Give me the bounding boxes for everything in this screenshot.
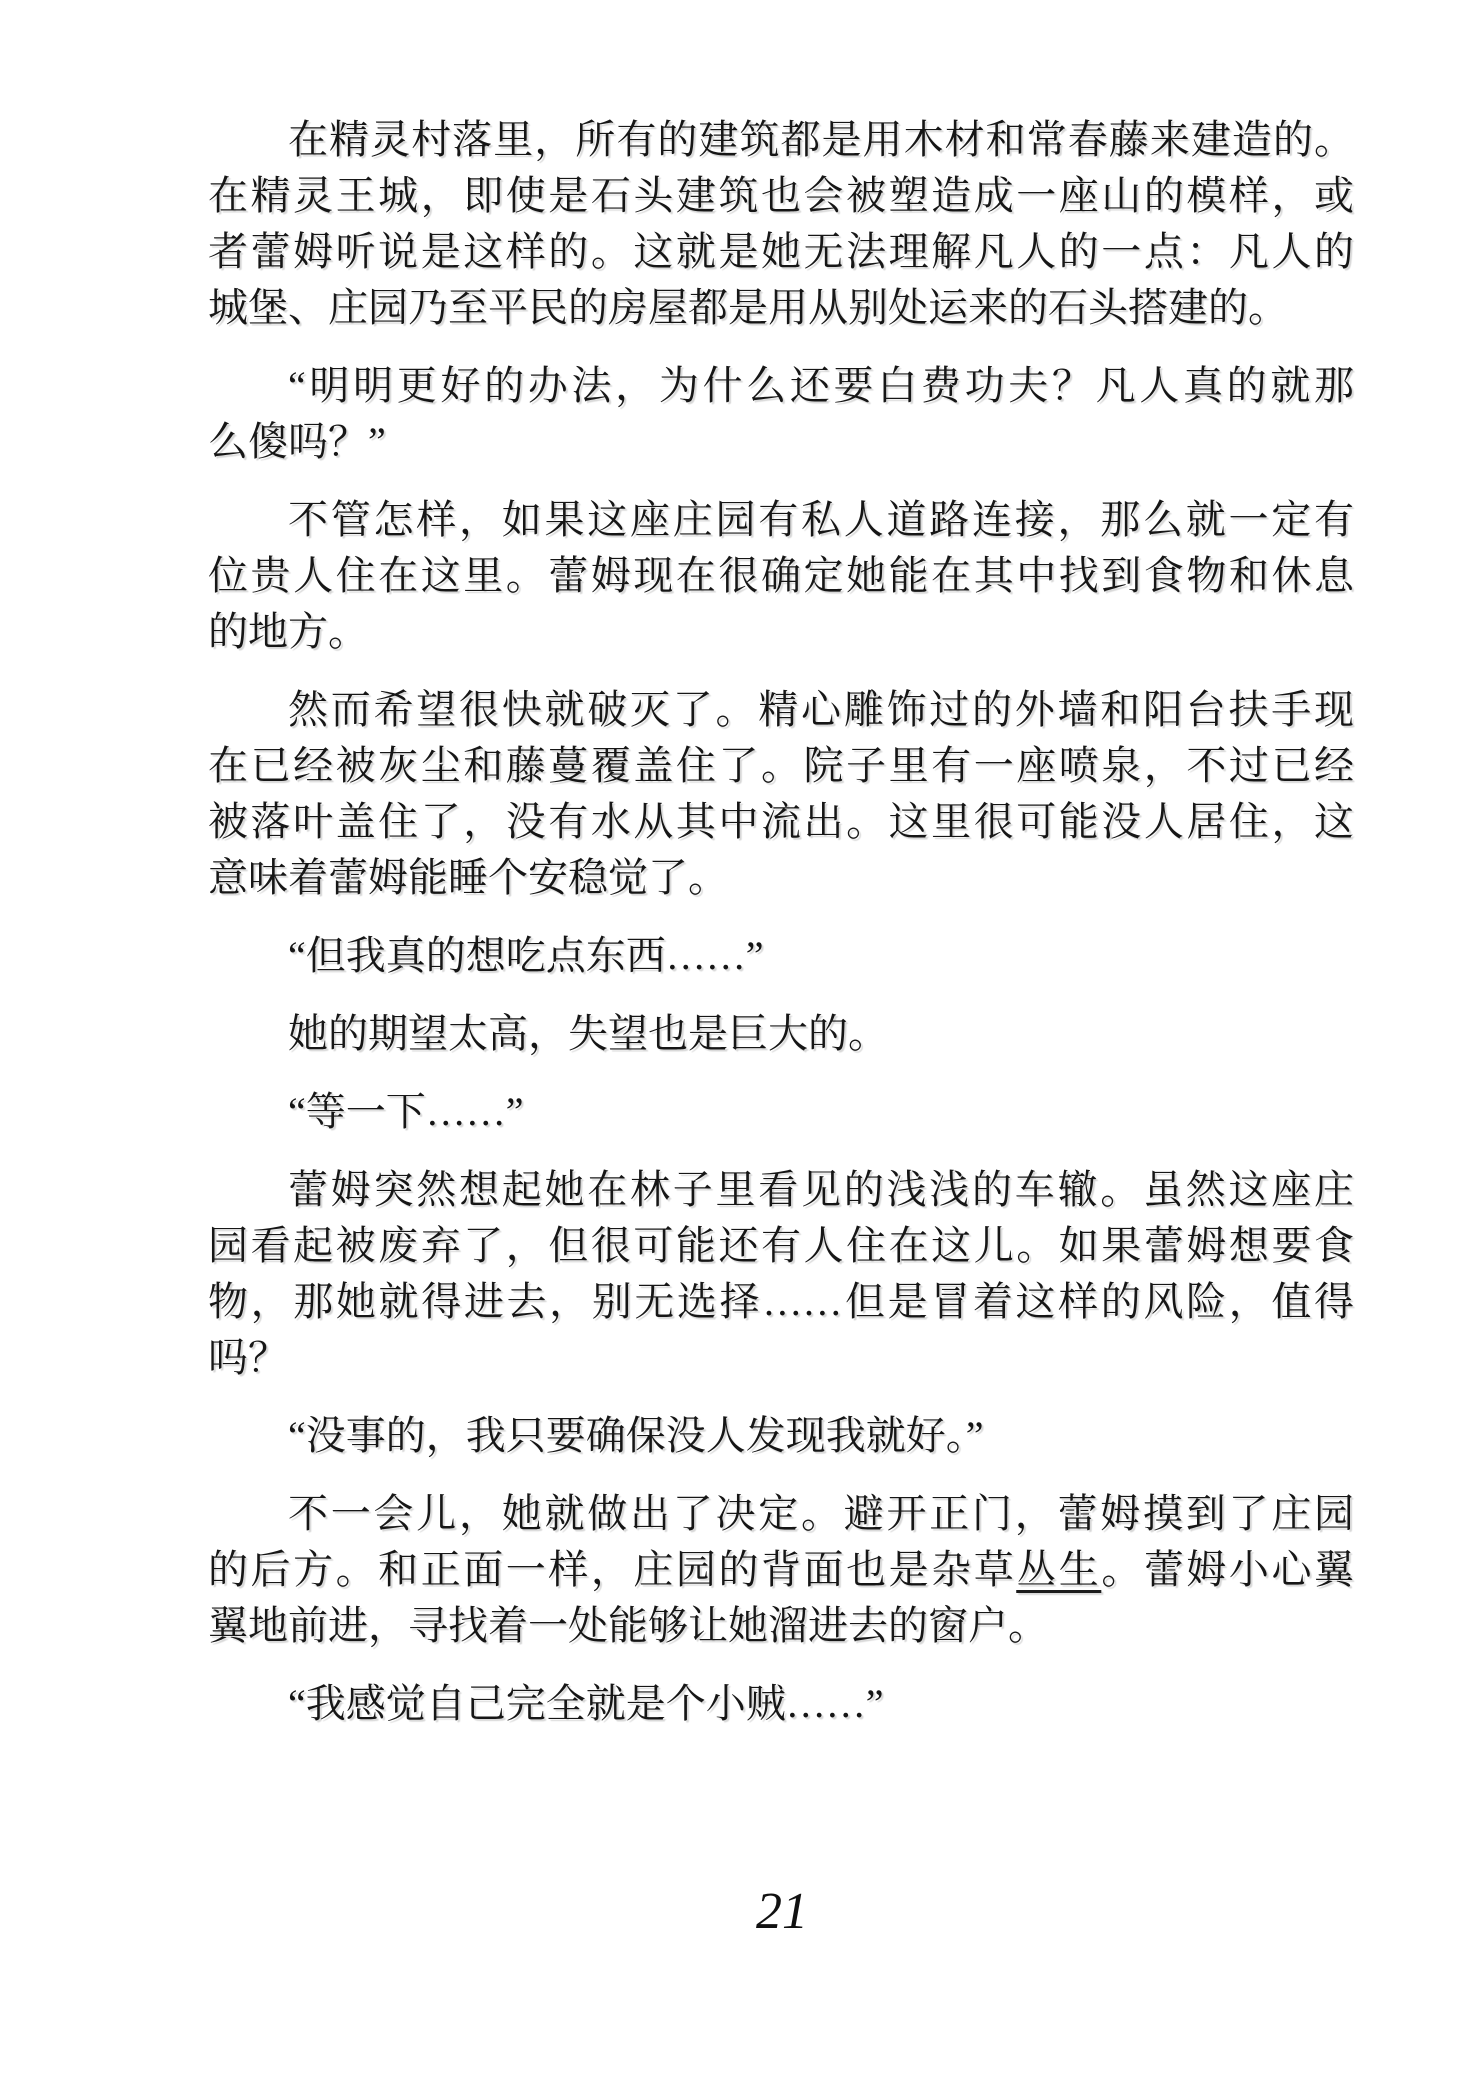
text-line: 被落叶盖住了，没有水从其中流出。这里很可能没人居住，这 — [208, 799, 1354, 844]
text-line: 城堡、庄园乃至平民的房屋都是用从别处运来的石头搭建的。 — [208, 285, 1288, 330]
text-line: 在精灵村落里，所有的建筑都是用木材和常春藤来建造的。 — [288, 117, 1354, 162]
text-line: 蕾姆突然想起她在林子里看见的浅浅的车辙。虽然这座庄 — [288, 1167, 1354, 1212]
dialogue-paragraph — [208, 928, 1354, 984]
text-line: 园看起被废弃了，但很可能还有人住在这儿。如果蕾姆想要食 — [208, 1223, 1354, 1268]
text-line: “等一下……” — [288, 1089, 524, 1134]
text-line: “明明更好的办法，为什么还要白费功夫？凡人真的就那 — [288, 363, 1354, 408]
narration-paragraph — [208, 112, 1354, 336]
narration-paragraph — [208, 1162, 1354, 1386]
narration-paragraph — [208, 492, 1354, 660]
dialogue-paragraph — [208, 1408, 1354, 1464]
text-line: 的后方。和正面一样，庄园的背面也是杂草丛生。蕾姆小心翼 — [208, 1547, 1355, 1592]
text-line: “我感觉自己完全就是个小贼……” — [288, 1681, 884, 1726]
narration-paragraph — [208, 682, 1354, 906]
text-line: “但我真的想吃点东西……” — [288, 933, 764, 978]
text-line: 在已经被灰尘和藤蔓覆盖住了。院子里有一座喷泉，不过已经 — [208, 743, 1354, 788]
text-line: 吗？ — [208, 1335, 288, 1380]
text-line: 不管怎样，如果这座庄园有私人道路连接，那么就一定有 — [288, 497, 1354, 542]
text-line: 然而希望很快就破灭了。精心雕饰过的外墙和阳台扶手现 — [288, 687, 1354, 732]
text-line: 么傻吗？” — [208, 419, 386, 464]
text-line: 不一会儿，她就做出了决定。避开正门，蕾姆摸到了庄园 — [288, 1491, 1354, 1536]
text-line: 在精灵王城，即使是石头建筑也会被塑造成一座山的模样，或 — [208, 173, 1354, 218]
text-line: 的地方。 — [208, 609, 368, 654]
text-line: “没事的，我只要确保没人发现我就好。” — [288, 1413, 984, 1458]
text-line: 翼地前进，寻找着一处能够让她溜进去的窗户。 — [208, 1603, 1048, 1648]
text-line: 者蕾姆听说是这样的。这就是她无法理解凡人的一点：凡人的 — [208, 229, 1354, 274]
text-line: 物，那她就得进去，别无选择……但是冒着这样的风险，值得 — [208, 1279, 1354, 1324]
page-body — [208, 112, 1354, 1732]
page-number: 21 — [756, 1883, 808, 1940]
text-line: 她的期望太高，失望也是巨大的。 — [288, 1011, 888, 1056]
dialogue-paragraph — [208, 358, 1354, 470]
text-line: 意味着蕾姆能睡个安稳觉了。 — [208, 855, 728, 900]
dialogue-paragraph — [208, 1676, 1354, 1732]
narration-paragraph — [208, 1486, 1354, 1654]
underlined-text: 丛生 — [1016, 1547, 1102, 1592]
dialogue-paragraph — [208, 1084, 1354, 1140]
text-line: 位贵人住在这里。蕾姆现在很确定她能在其中找到食物和休息 — [208, 553, 1354, 598]
narration-paragraph — [208, 1006, 1354, 1062]
